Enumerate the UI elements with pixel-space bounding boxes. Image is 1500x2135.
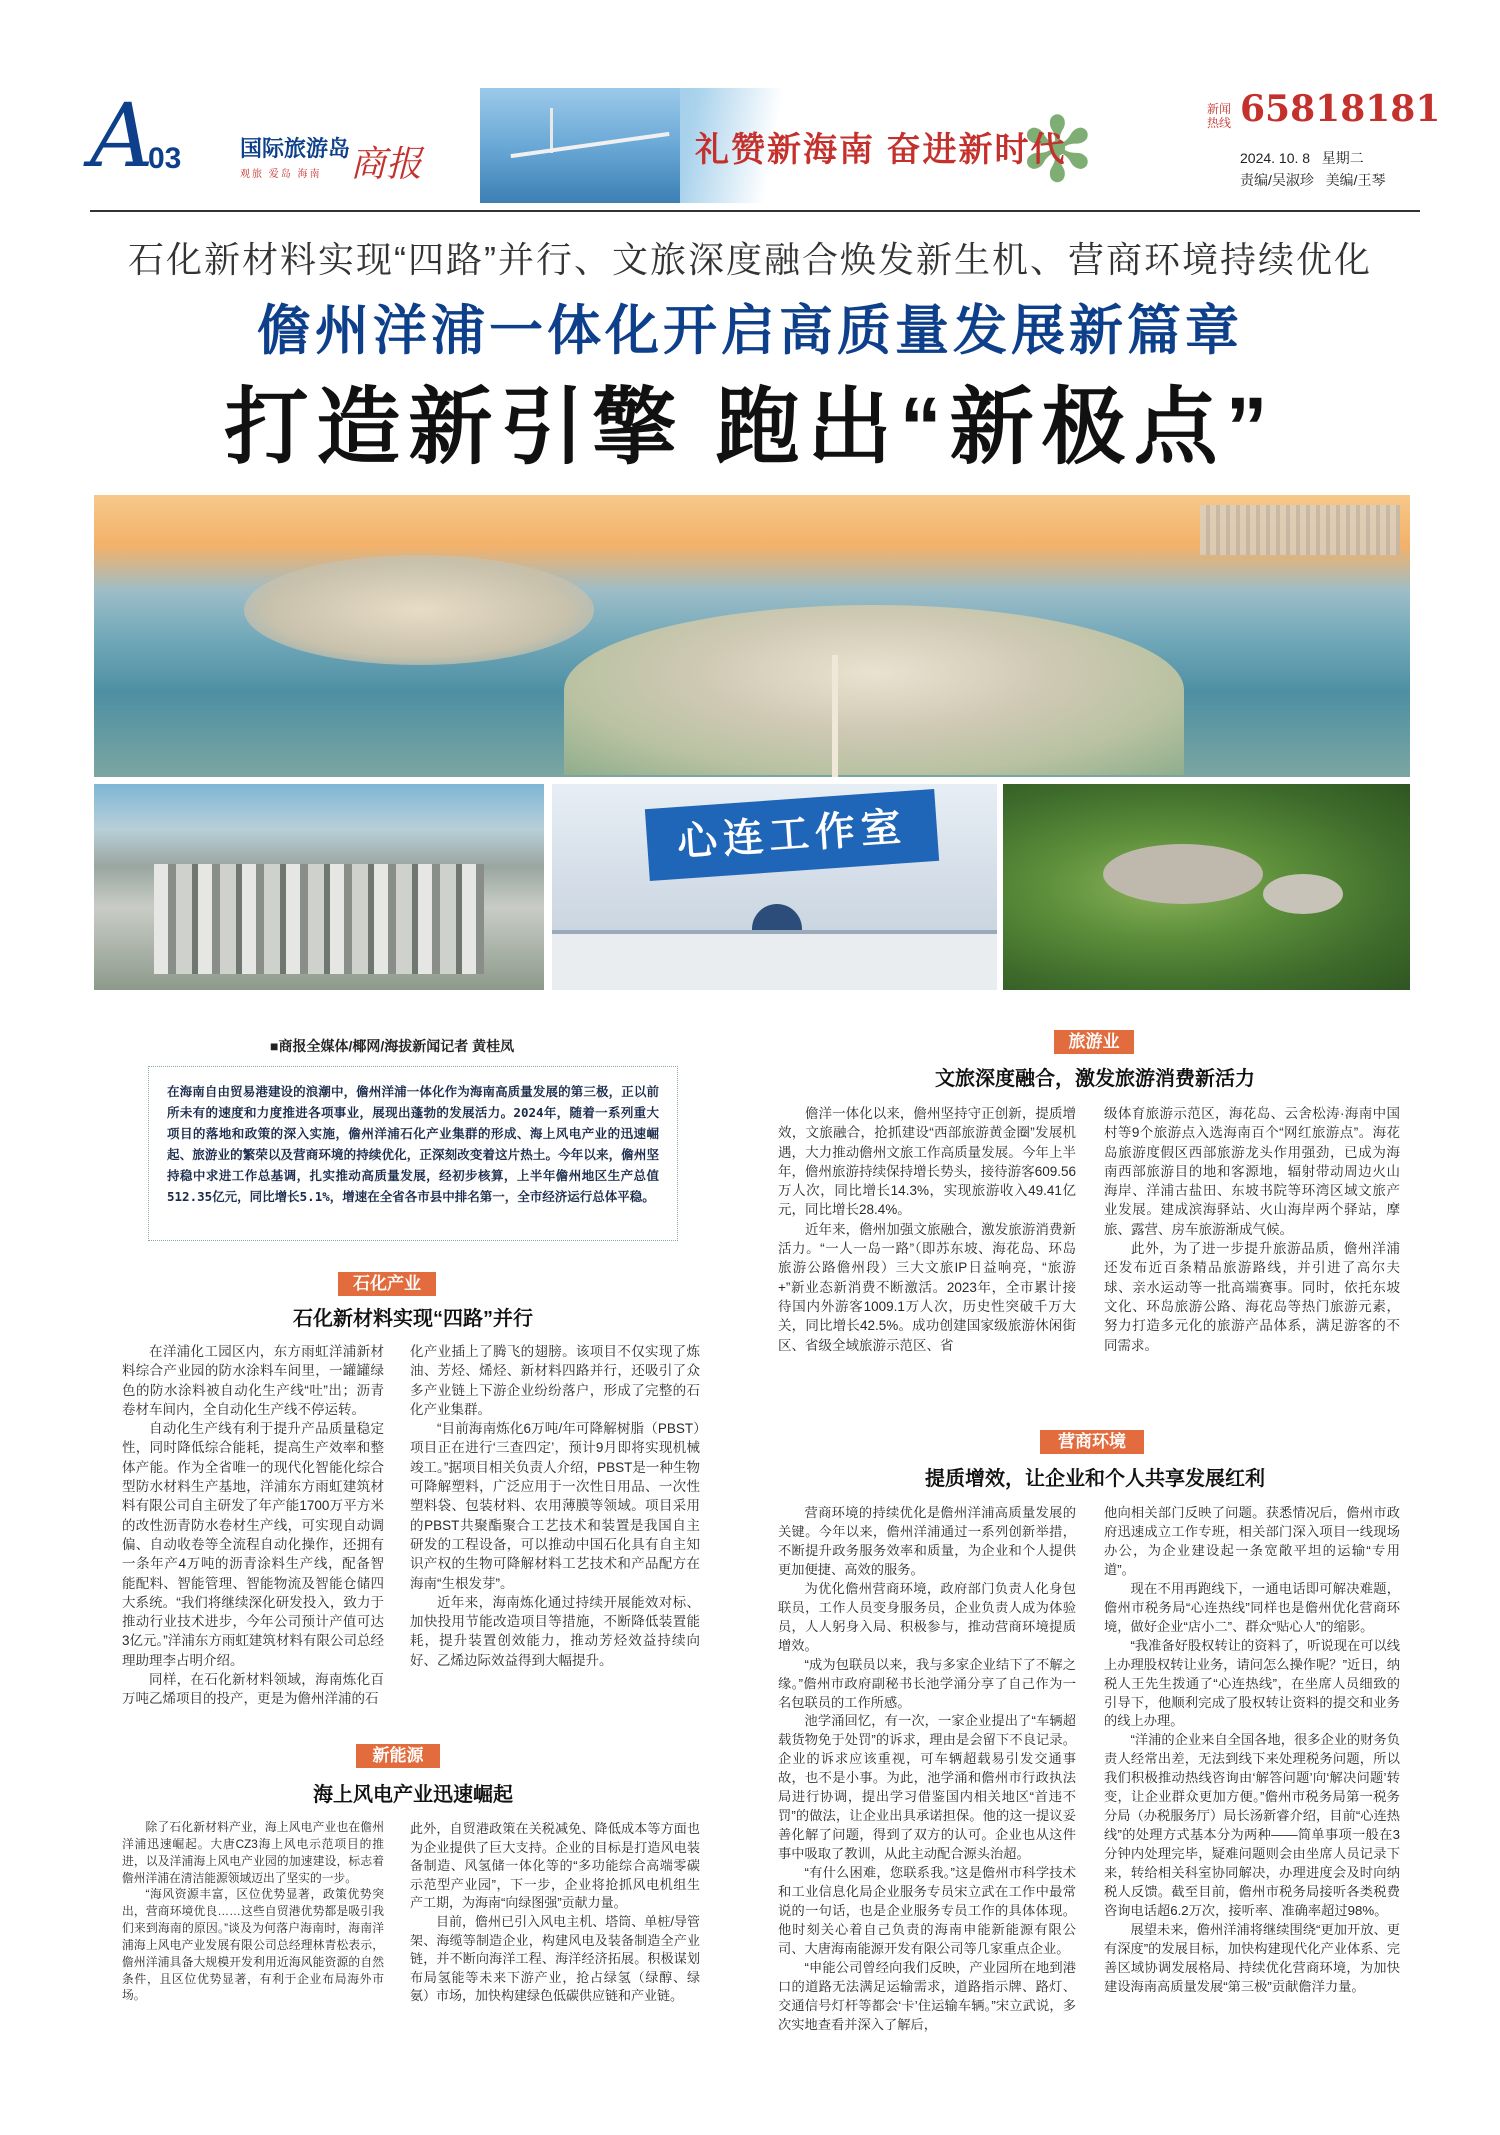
city-skyline [1200,505,1400,555]
lead-paragraph: 在海南自由贸易港建设的浪潮中，儋州洋浦一体化作为海南高质量发展的第三极，正以前所未有的速度和力度推进各项事业，展现出蓬勃的发展活力。2024年，随着一系列重大项目的落地和政策的深入实施，儋州洋浦石化产业集群的形成、海上风电产业的迅速崛起、旅游业的繁荣以及营商环境的持续优化，正深刻改变着这片热土。今年以来，儋州坚持稳中求进工作总基调，扎实推动高质量发展，经初步核算，上半年儋州地区生产总值512.35亿元，同比增长5.1%，增速在全省各市县中排名第一，全市经济运行总体平稳。 [148,1066,678,1241]
paragraph: 化产业插上了腾飞的翅膀。该项目不仅实现了炼油、芳烃、烯烃、新材料四路并行，还吸引了众多产业链上下游企业纷纷落户，形成了完整的石化产业集群。 [410,1344,700,1417]
brand-name: 国际旅游岛 [240,136,351,161]
palm-icon: ✻ [1019,98,1095,203]
section-title-wind: 海上风电产业迅速崛起 [313,1784,513,1806]
paragraph: 营商环境的持续优化是儋州洋浦高质量发展的关键。今年以来，儋州洋浦通过一系列创新举措，不断提升政务服务效率和质量，为企业和个人提供更加便捷、高效的服务。 [778,1505,1076,1577]
office-sign [645,789,939,881]
banner [480,88,1185,203]
section-title-business: 提质增效，让企业和个人共享发展红利 [925,1468,1265,1490]
brand-mark: 商报 [350,144,423,185]
paragraph: “海风资源丰富，区位优势显著，政策优势突出，营商环境优良……这些自贸港优势都是吸引我们来到海南的原因。”谈及为何落户海南时，海南洋浦海上风电产业发展有限公司总经理林青松表示，儋州洋浦具备大规模开发利用近海风能资源的自然条件，且区位优势显著，有利于企业布局海外市场。 [122,1888,384,2003]
paragraph: “目前海南炼化6万吨/年可降解树脂（PBST）项目正在进行‘三查四定’，预计9月即将实现机械竣工。”据项目相关负责人介绍，PBST是一种生物可降解塑料，广泛应用于一次性日用品、一次性塑料袋、包装材料、农用薄膜等领域。项目采用的PBST共聚酯聚合工艺技术和装置是我国自主研发的工程设备，可以推动中国石化具有自主知识产权的生物可降解材料工艺技术和产品配方在海南“生根发芽”。 [410,1421,700,1591]
paragraph: 近年来，海南炼化通过持续开展能效对标、加快投用节能改造项目等措施，不断降低装置能耗，提升装置创效能力，推动芳烃效益持续向好、乙烯边际效益得到大幅提升。 [410,1594,700,1668]
paragraph: 为优化儋州营商环境，政府部门负责人化身包联员，工作人员变身服务员，企业负责人成为体验员，人人躬身入局、积极参与，推动营商环境提质增效。 [778,1580,1076,1653]
wind-col-2 [410,1820,700,2020]
paragraph: 现在不用再跑线下，一通电话即可解决难题，儋州市税务局“心连热线”同样也是儋州优化营商环境，做好企业“店小二”、群众“贴心人”的缩影。 [1104,1580,1400,1634]
weekday: 星期二 [1321,150,1364,166]
tourism-col-1 [778,1104,1076,1404]
island-shape [564,605,1184,775]
page-number: 03 [148,142,182,175]
hotline-number: 65818181 [1240,88,1441,130]
masthead [90,82,1441,206]
paragraph: 此外，为了进一步提升旅游品质，儋州洋浦还发布近百条精品旅游路线，并引进了高尔夫球、亲水运动等一批高端赛事。同时，依托东坡文化、环岛旅游公路、海花岛等热门旅游元素，努力打造多元化的旅游产品体系，满足游客的不同需求。 [1104,1241,1400,1353]
paragraph: “洋浦的企业来自全国各地，很多企业的财务负责人经常出差，无法到线下来处理税务问题，所以我们积极推动热线咨询由‘解答问题’向‘解决问题’转变，让企业群众更加方便。”儋州市税务局第一税务分局（办税服务厅）局长汤新睿介绍，目前“心连热线”的处理方式基本分为两种——简单事项一般在3分钟内处理完毕，疑难问题则会由坐席人员记录下来，转给相关科室协同解决，办理进度会及时向纳税人反馈。截至目前，儋州市税务局接听各类税费咨询电话超6.2万次，接听率、准确率超过98%。 [1104,1732,1400,1919]
paragraph: “成为包联员以来，我与多家企业结下了不解之缘。”儋州市政府副秘书长池学涌分享了自己作为一名包联员的工作所感。 [778,1656,1076,1710]
office-photo [552,784,997,990]
service-desk [552,930,997,990]
section-tag-petro: 石化产业 [338,1272,436,1296]
aerial-photo [94,495,1410,777]
headline: 儋州洋浦一体化开启高质量发展新篇章 [257,301,1243,361]
office-sign-text: 心连工作室 [675,805,909,865]
paragraph: 展望未来，儋州洋浦将继续围绕“更加开放、更有深度”的发展目标，加快构建现代化产业体系、完善区域协调发展格局、持续优化营商环境，为加快建设海南高质量发展“第三极”贡献儋洋力量。 [1104,1921,1400,1994]
paragraph: 近年来，儋州加强文旅融合，激发旅游消费新活力。“一人一岛一路”（即苏东坡、海花岛、环岛旅游公路儋州段）三大文旅IP日益响亮，“旅游+”新业态新消费不断激活。2023年，全市累计接待国内外游客1009.1万人次，历史性突破千万大关，同比增长42.5%。成功创建国家级旅游休闲街区、省级全域旅游示范区、省 [778,1221,1076,1353]
credits-line [1240,170,1385,190]
roof-shape [1103,844,1263,904]
petro-col-1 [122,1342,384,1712]
industrial-photo [94,784,544,990]
paragraph: 目前，儋州已引入风电主机、塔筒、单桩/导管架、海缆等制造企业，构建风电及装备制造全产业链，并不断向海洋工程、海洋经济拓展。积极谋划布局氢能等未来下游产业，抢占绿氢（绿醇、绿氨）市场，加快构建绿色低碳供应链和产业链。 [410,1913,700,2004]
issue-date: 2024. 10. 8 [1240,150,1311,166]
page-letter: A [90,84,154,187]
banner-slogan: 礼赞新海南 奋进新时代 [695,131,1067,169]
paragraph: “我准备好股权转让的资料了，听说现在可以线上办理股权转让业务，请问怎么操作呢？”近日，纳税人王先生拨通了“心连热线”，在坐席人员细致的引导下，他顺利完成了股权转让资料的提交和业务的线上办理。 [1104,1637,1400,1729]
section-title-petro: 石化新材料实现“四路”并行 [293,1308,533,1330]
paragraph: 在洋浦化工园区内，东方雨虹洋浦新材料综合产业园的防水涂料车间里，一罐罐绿色的防水涂料被自动化生产线“吐”出；沥青卷材车间内，全自动化生产线不停运转。 [122,1344,384,1417]
bridge-photo [480,88,680,203]
petro-col-2 [410,1342,700,1712]
paragraph: 级体育旅游示范区，海花岛、云舍松涛·海南中国村等9个旅游点入选海南百个“网红旅游点”。海花岛旅游度假区西部旅游龙头作用强劲，已成为海南西部旅游目的地和客源地，辐射带动周边火山海岸、洋浦古盐田、东坡书院等环湾区域文旅产业发展。建成滨海驿站、火山海岸两个驿站，摩旅、露营、房车旅游渐成气候。 [1104,1106,1400,1237]
hotline-label: 新闻热线 [1207,102,1232,130]
paragraph: “有什么困难，您联系我。”这是儋州市科学技术和工业信息化局企业服务专员宋立武在工作中最常说的一句话，也是企业服务专员工作的具体体现。他时刻关心着自己负责的海南申能新能源有限公司、大唐海南能源开发有限公司等几家重点企业。 [778,1865,1076,1956]
business-col-1 [778,1504,1076,2060]
brand-sub: 观旅 爱岛 海南 [240,169,322,180]
paragraph: 他向相关部门反映了问题。获悉情况后，儋州市政府迅速成立工作专班，相关部门深入项目一线现场办公，为企业建设起一条宽敞平坦的运输“专用道”。 [1104,1505,1400,1577]
wind-col-1 [122,1820,384,2020]
paragraph: 除了石化新材料产业，海上风电产业也在儋州洋浦迅速崛起。大唐CZ3海上风电示范项目的推进，以及洋浦海上风电产业园的加速建设，标志着儋州洋浦在清洁能源领域迈出了坚实的一步。 [122,1821,384,1885]
paragraph: 同样，在石化新材料领域，海南炼化百万吨乙烯项目的投产，更是为儋州洋浦的石 [122,1672,384,1707]
paragraph: 儋洋一体化以来，儋州坚持守正创新，提质增效，文旅融合，抢抓建设“西部旅游黄金圈”发展机遇，大力推动儋州文旅工作高质量发展。今年上半年，儋州旅游持续保持增长势头，接待游客609.56万人次，同比增长14.3%，实现旅游收入49.41亿元，同比增长28.4%。 [778,1106,1076,1218]
paragraph: 自动化生产线有利于提升产品质量稳定性，同时降低综合能耗，提高生产效率和整体产能。作为全省唯一的现代化智能化综合型防水材料生产基地，洋浦东方雨虹建筑材料有限公司自主研发了年产能1700万平方米的改性沥青防水卷材生产线，可实现自动调偏、自动收卷等全流程自动化操作，还拥有一条年产4万吨的沥青涂料生产线，配备智能配料、智能管理、智能物流及智能仓储四大系统。“我们将继续深化研发投入，致力于推动行业技术进步，今年公司预计产值可达3亿元。”洋浦东方雨虹建筑材料有限公司总经理助理李占明介绍。 [122,1421,384,1668]
masthead-rule [90,210,1420,212]
section-tag-tourism: 旅游业 [1054,1030,1134,1054]
roof-shape [1263,874,1343,914]
tourism-col-2 [1104,1104,1400,1404]
byline: ■商报全媒体/椰网/海拔新闻记者 黄桂凤 [270,1038,515,1054]
business-col-2 [1104,1504,1400,2060]
kicker: 石化新材料实现“四路”并行、文旅深度融合焕发新生机、营商环境持续优化 [128,239,1372,280]
paragraph: “申能公司曾经向我们反映，产业园所在地到港口的道路无法满足运输需求，道路指示牌、路灯、交通信号灯杆等都会‘卡’住运输车辆。”宋立武说，多次实地查看并深入了解后， [778,1959,1076,2032]
resort-photo [1003,784,1410,990]
section-title-tourism: 文旅深度融合，激发旅游消费新活力 [935,1068,1255,1090]
causeway [832,655,838,777]
paragraph: 此外，自贸港政策在关税减免、降低成本等方面也为企业提供了巨大支持。企业的目标是打造风电装备制造、风氢储一体化等的“多功能综合高端零碳示范型产业园”，下一步，企业将抢抓风电机组生产工期，为海南“向绿图强”贡献力量。 [410,1821,700,1911]
designer-credit: 美编/王琴 [1325,172,1386,188]
island-shape [244,555,594,665]
editor-credit: 责编/吴淑珍 [1240,172,1314,188]
section-tag-business: 营商环境 [1040,1430,1144,1454]
section-tag-wind: 新能源 [356,1744,440,1768]
date-line [1240,148,1364,168]
subhead: 打造新引擎 跑出“新极点” [224,380,1276,474]
refinery-tanks [154,864,484,974]
paragraph: 池学涌回忆，有一次，一家企业提出了“车辆超载货物免于处罚”的诉求，理由是会留下不良记录。企业的诉求应该重视，可车辆超载易引发交通事故，也不是小事。为此，池学涌和儋州市行政执法局进行协调，提出学习借鉴国内相关地区“首违不罚”的做法，让企业出具承诺担保。他的这一提议妥善化解了问题，得到了双方的认可。企业也从这件事中吸取了教训，从此主动配合源头治超。 [778,1713,1076,1862]
